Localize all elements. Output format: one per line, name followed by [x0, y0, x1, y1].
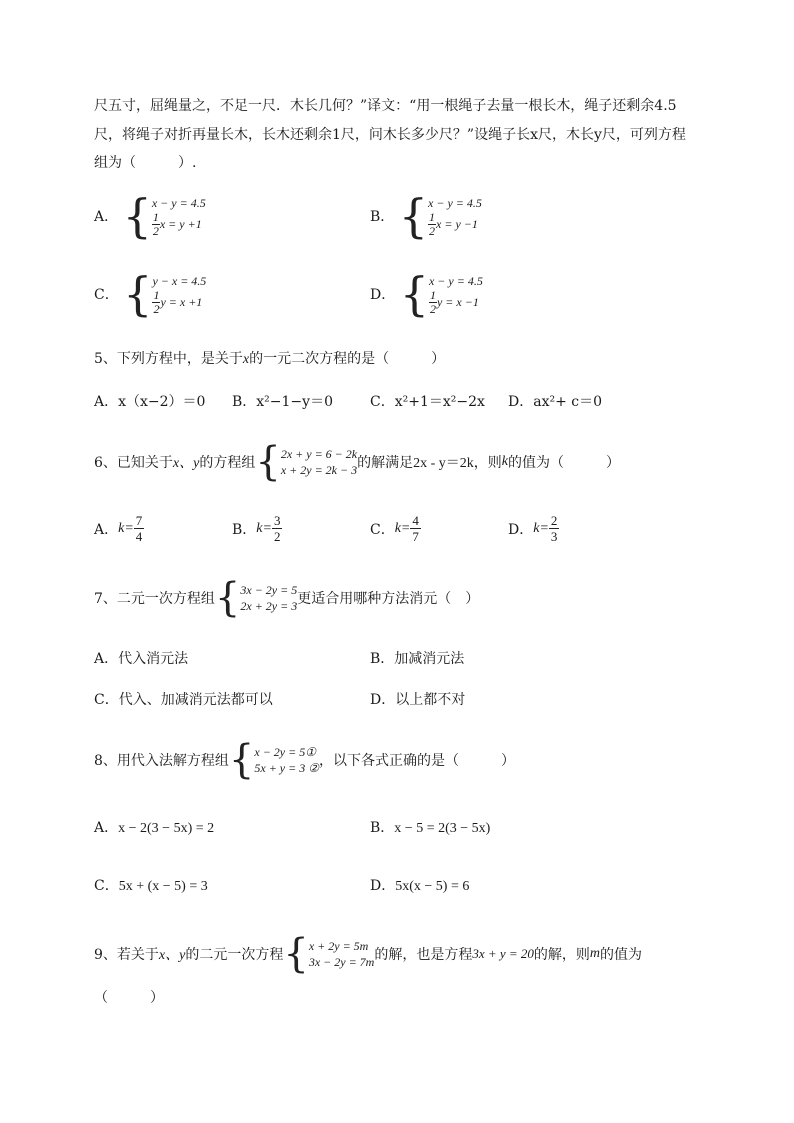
equation-1: x − y = 4.5	[151, 195, 206, 210]
equation-2: x = y −1	[436, 217, 478, 231]
brace-icon: {	[398, 189, 429, 243]
q7-option-b[interactable]: B．加减消元法	[370, 651, 465, 667]
equation-2: x + 2y = 2k − 3	[280, 463, 358, 477]
equation-3: 3x + y = 20	[472, 946, 534, 961]
brace-icon: {	[399, 267, 429, 321]
equation-system	[123, 267, 207, 321]
equation-system	[228, 737, 319, 783]
equation-system	[283, 931, 375, 977]
q5-option-c[interactable]: C．x²+1＝x²−2x	[370, 394, 485, 410]
equation-system	[122, 189, 206, 243]
q8-option-a[interactable]: A．x − 2(3 − 5x) = 2	[94, 820, 215, 836]
equation-1: x + 2y = 5m	[308, 939, 369, 953]
fraction: $\frac{7}{4}$	[135, 513, 143, 544]
q8-stem: 8、用代入法解方程组 { x − 2y = 5① 5x + y = 3 ② ，以下各式正确的是（ ）	[94, 737, 515, 783]
intro-line-3: 组为（ ）.	[94, 155, 197, 171]
q6-option-b[interactable]: B． k= $\frac{3}{2}$	[232, 513, 281, 544]
brace-icon: {	[214, 575, 241, 621]
fraction-half: $\frac{1}{2}$	[152, 209, 159, 238]
equation-2: y = x −1	[436, 295, 479, 309]
option-label: C．	[94, 287, 119, 303]
option-label: D．	[370, 287, 396, 303]
q8-option-d[interactable]: D．5x(x − 5) = 6	[370, 878, 470, 894]
equation-2: 2x + 2y = 3	[240, 599, 298, 613]
equation-2: 3x − 2y = 7m	[308, 955, 375, 969]
intro-line-1: 尺五寸，屈绳量之，不足一尺．木长几何？”译文：“用一根绳子去量一根长木，绳子还剩余4.5	[94, 98, 677, 114]
equation-1: 2x + y = 6 − 2k	[280, 447, 358, 461]
q6-option-a[interactable]: A． k= $\frac{7}{4}$	[94, 513, 143, 544]
q9-stem: 9、若关于 x、y 的二元一次方程 { x + 2y = 5m 3x − 2y = 7m 的解，也是方程 3x + y = 20 的解，则 m 的值为	[94, 931, 643, 977]
q5-stem: 5、下列方程中，是关于x的一元二次方程的是（ ）	[94, 351, 446, 367]
option-label: A．	[94, 209, 119, 225]
q5-option-a[interactable]: A．x（x−2）＝0	[94, 394, 206, 410]
brace-icon: {	[228, 737, 255, 783]
q4-option-b[interactable]	[370, 189, 482, 243]
q6-stem: 6、已知关于 x、y 的方程组 { 2x + y = 6 − 2k x + 2y = 2k − 3 的解满足 2x - y＝2k ，则 k 的值为（ ）	[94, 439, 620, 485]
fraction: $\frac{4}{7}$	[412, 513, 419, 544]
q7-stem: 7、二元一次方程组 { 3x − 2y = 5 2x + 2y = 3 更适合用哪种方法消元（ ）	[94, 575, 480, 621]
equation-2: 5x + y = 3 ②	[254, 761, 319, 775]
intro-line-2: 尺，将绳子对折再量长木，长木还剩余1尺，问木长多少尺？”设绳子长x尺，木长y尺，可列方程	[94, 127, 686, 143]
brace-icon: {	[123, 267, 153, 321]
brace-icon: {	[122, 189, 152, 243]
fraction-half: $\frac{1}{2}$	[153, 287, 160, 316]
brace-icon: {	[255, 439, 281, 485]
q8-option-c[interactable]: C．5x + (x − 5) = 3	[94, 878, 208, 894]
equation-system	[255, 439, 358, 485]
q5-option-b[interactable]: B．x²−1−y＝0	[232, 394, 333, 410]
variable-x: x	[242, 352, 250, 367]
equation-1: y − x = 4.5	[152, 273, 207, 288]
q7-option-d[interactable]: D．以上都不对	[370, 692, 466, 708]
fraction: $\frac{3}{2}$	[273, 513, 281, 544]
equation-1: x − 2y = 5①	[254, 745, 316, 759]
q4-option-a[interactable]	[94, 189, 206, 243]
q4-option-d[interactable]	[370, 267, 483, 321]
fraction-half: $\frac{1}{2}$	[429, 209, 436, 238]
equation-system	[399, 267, 483, 321]
equation-1: x − y = 4.5	[428, 195, 482, 210]
equation-1: x − y = 4.5	[428, 273, 483, 288]
brace-icon: {	[283, 931, 309, 977]
q9-answer-blank: （ ）	[94, 990, 164, 1006]
equation-2: x = y +1	[159, 217, 202, 231]
q6-option-d[interactable]: D． k= $\frac{2}{3}$	[508, 513, 558, 544]
option-label: B．	[370, 209, 395, 225]
q6-option-c[interactable]: C． k= $\frac{4}{7}$	[370, 513, 419, 544]
q4-option-c[interactable]	[94, 267, 207, 321]
q8-option-b[interactable]: B．x − 5 = 2(3 − 5x)	[370, 820, 491, 836]
equation-system	[398, 189, 482, 243]
q7-option-a[interactable]: A．代入消元法	[94, 651, 189, 667]
equation-system	[214, 575, 298, 621]
fraction-half: $\frac{1}{2}$	[429, 287, 436, 316]
equation-2: y = x +1	[160, 295, 203, 309]
fraction: $\frac{2}{3}$	[550, 513, 558, 544]
equation-1: 3x − 2y = 5	[240, 583, 298, 597]
q7-option-c[interactable]: C．代入、加减消元法都可以	[94, 692, 273, 708]
q5-option-d[interactable]: D．ax²+ c＝0	[508, 394, 603, 410]
condition: 2x - y＝2k	[413, 456, 474, 471]
